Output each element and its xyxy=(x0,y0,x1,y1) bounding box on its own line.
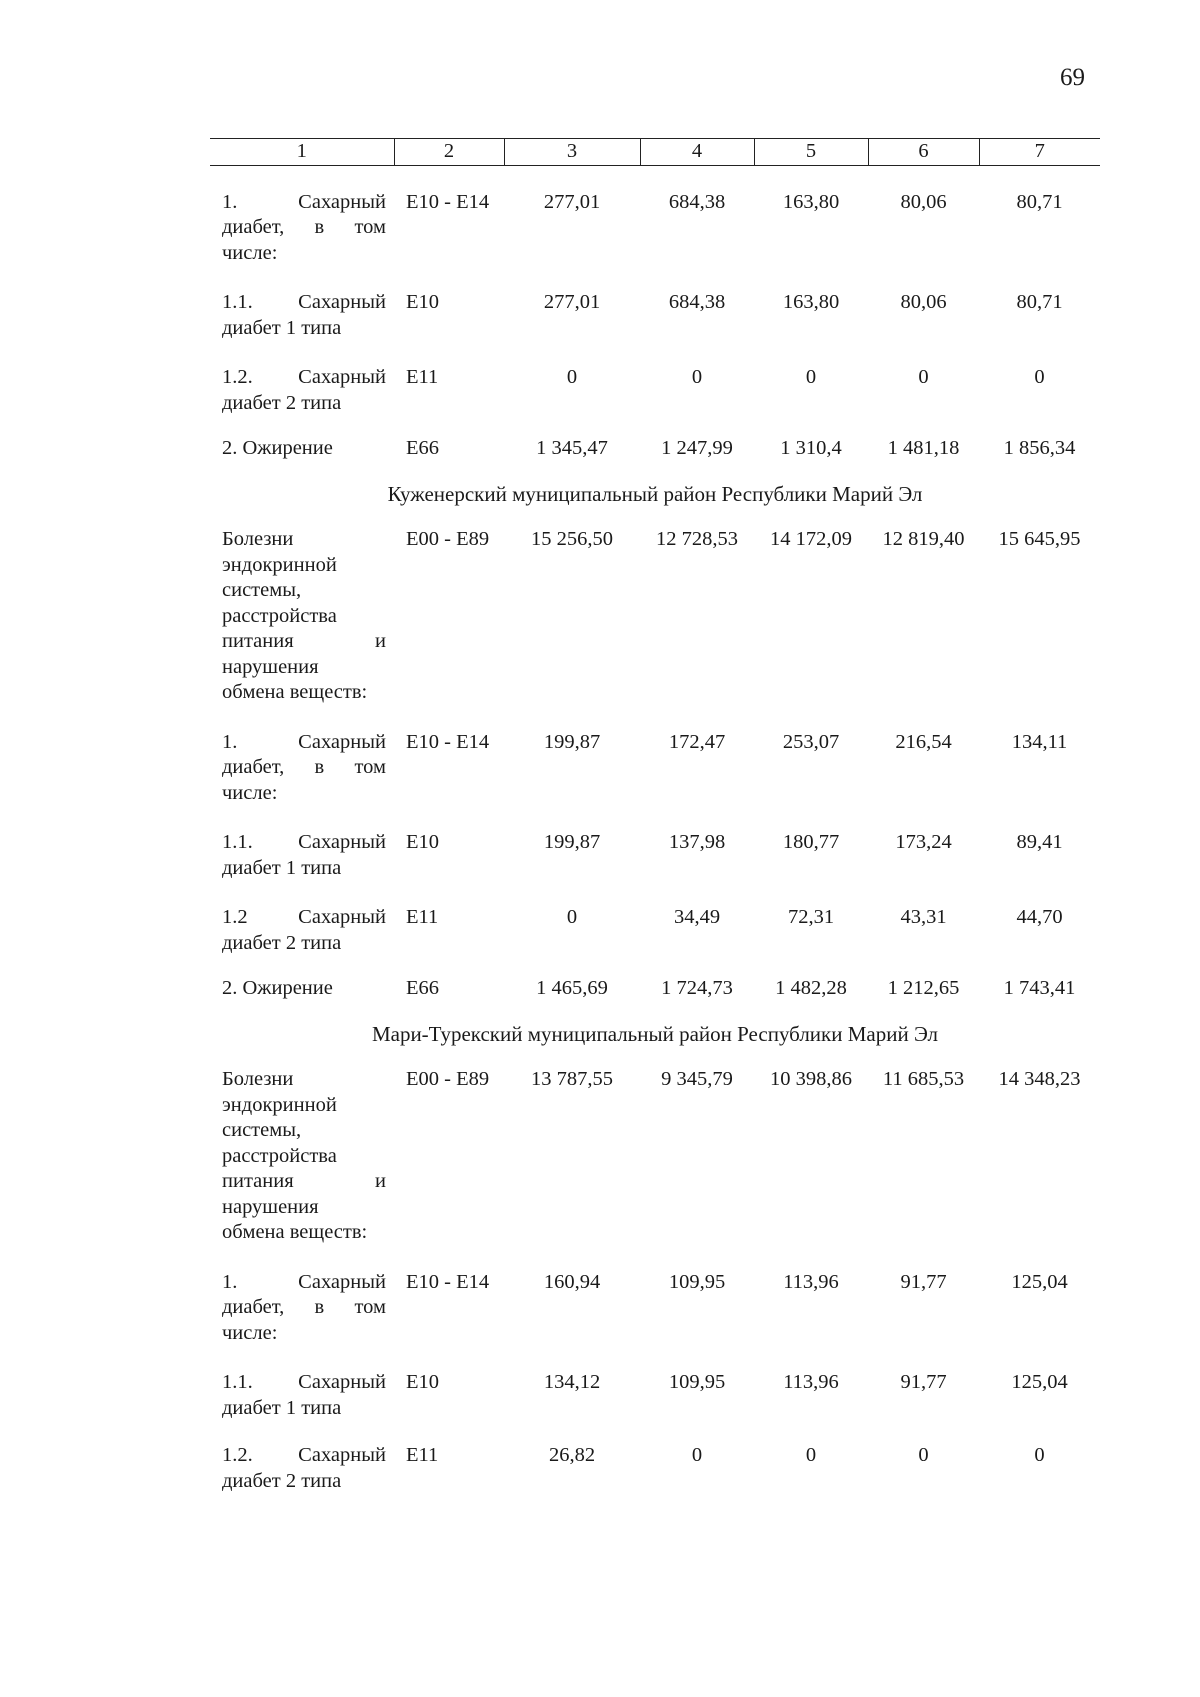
value-cell: 1 310,4 xyxy=(780,437,842,459)
indicator-name: 1. Сахарный диабет, в том числе: xyxy=(222,730,386,804)
value-cell: 0 xyxy=(691,1444,703,1466)
value-cell: 172,47 xyxy=(668,730,726,753)
value-cell: 160,94 xyxy=(543,1270,601,1293)
value-cell: 72,31 xyxy=(787,906,835,928)
value-cell: 34,49 xyxy=(673,906,721,928)
table-row xyxy=(210,706,1100,807)
value-cell: 91,77 xyxy=(900,1270,947,1293)
table-row xyxy=(210,1246,1100,1347)
value-cell: 109,95 xyxy=(668,1270,726,1293)
value-cell: 80,06 xyxy=(900,291,947,313)
value-cell: 11 685,53 xyxy=(882,1068,965,1090)
value-cell: 113,96 xyxy=(783,1371,839,1393)
region-title: Мари-Турекский муниципальный район Республики Марий Эл xyxy=(371,1021,939,1046)
value-cell: 1 465,69 xyxy=(536,977,608,999)
value-cell: 134,11 xyxy=(1011,730,1068,753)
region-header-row xyxy=(210,1002,1100,1048)
value-cell: 109,95 xyxy=(668,1371,726,1393)
table-row xyxy=(210,266,1100,341)
value-cell: 44,70 xyxy=(1016,906,1063,928)
value-cell: 163,80 xyxy=(782,291,840,313)
value-cell: 1 482,28 xyxy=(775,977,847,999)
value-cell: 125,04 xyxy=(1011,1371,1068,1393)
table-row xyxy=(210,416,1100,462)
value-cell: 15 645,95 xyxy=(998,528,1081,550)
indicator-name: 1. Сахарный диабет, в том числе: xyxy=(222,190,386,264)
value-cell: 163,80 xyxy=(782,190,840,213)
icd-code: Е66 xyxy=(406,977,440,999)
value-cell: 137,98 xyxy=(668,831,726,853)
column-number-row xyxy=(210,139,1100,166)
indicator-name: 2. Ожирение xyxy=(222,977,333,999)
icd-code: Е10 xyxy=(406,1371,440,1393)
value-cell: 0 xyxy=(1034,366,1045,388)
column-number-header: 2 xyxy=(394,139,504,166)
page-number: 69 xyxy=(1060,64,1085,91)
icd-code: Е11 xyxy=(406,366,439,388)
icd-code: Е10 - Е14 xyxy=(406,1270,490,1293)
icd-code: Е66 xyxy=(406,437,440,459)
value-cell: 0 xyxy=(918,366,929,388)
value-cell: 1 724,73 xyxy=(661,977,733,999)
value-cell: 91,77 xyxy=(900,1371,947,1393)
value-cell: 0 xyxy=(805,366,817,388)
indicator-name: 1.2. Сахарный диабет 2 типа xyxy=(222,1444,386,1492)
value-cell: 80,71 xyxy=(1016,190,1063,213)
value-cell: 13 787,55 xyxy=(531,1068,613,1090)
icd-code: Е11 xyxy=(406,1444,439,1466)
indicator-name: 1.2. Сахарный диабет 2 типа xyxy=(222,366,386,414)
icd-code: Е10 xyxy=(406,291,440,313)
value-cell: 80,71 xyxy=(1016,291,1063,313)
indicator-name: 1.1. Сахарный диабет 1 типа xyxy=(222,1371,386,1419)
region-title: Куженерский муниципальный район Республики Марий Эл xyxy=(387,481,923,506)
table-row xyxy=(210,165,1100,266)
value-cell: 1 345,47 xyxy=(536,437,608,459)
value-cell: 12 728,53 xyxy=(656,528,738,550)
value-cell: 15 256,50 xyxy=(531,528,613,550)
icd-code: Е10 - Е14 xyxy=(406,190,490,213)
value-cell: 0 xyxy=(566,906,578,928)
value-cell: 180,77 xyxy=(782,831,840,853)
indicator-name: Болезни эндокринной системы, расстройства питания и нарушения обмена веществ: xyxy=(222,528,386,703)
value-cell: 125,04 xyxy=(1011,1270,1068,1293)
table-row xyxy=(210,881,1100,956)
indicator-name: 1. Сахарный диабет, в том числе: xyxy=(222,1270,386,1344)
value-cell: 684,38 xyxy=(668,291,726,313)
value-cell: 134,12 xyxy=(543,1371,601,1393)
value-cell: 14 348,23 xyxy=(998,1068,1081,1090)
value-cell: 0 xyxy=(1034,1444,1045,1466)
value-cell: 26,82 xyxy=(548,1444,596,1466)
value-cell: 253,07 xyxy=(782,730,840,753)
column-number-header: 4 xyxy=(640,139,754,166)
value-cell: 173,24 xyxy=(895,831,952,853)
value-cell: 9 345,79 xyxy=(661,1068,733,1090)
value-cell: 216,54 xyxy=(895,730,952,753)
value-cell: 89,41 xyxy=(1016,831,1063,853)
table-row xyxy=(210,956,1100,1002)
indicator-name: 2. Ожирение xyxy=(222,437,333,459)
column-number-header: 7 xyxy=(979,139,1100,166)
value-cell: 0 xyxy=(918,1444,929,1466)
value-cell: 1 247,99 xyxy=(661,437,733,459)
icd-code: Е10 - Е14 xyxy=(406,730,490,753)
value-cell: 12 819,40 xyxy=(882,528,965,550)
column-number-header: 3 xyxy=(504,139,640,166)
value-cell: 1 743,41 xyxy=(1003,977,1076,999)
value-cell: 113,96 xyxy=(783,1270,839,1293)
table-row xyxy=(210,507,1100,706)
value-cell: 199,87 xyxy=(543,831,601,853)
table-row xyxy=(210,1346,1100,1421)
icd-code: Е11 xyxy=(406,906,439,928)
value-cell: 0 xyxy=(691,366,703,388)
value-cell: 10 398,86 xyxy=(770,1068,852,1090)
column-number-header: 1 xyxy=(210,139,394,166)
table-row xyxy=(210,341,1100,416)
value-cell: 80,06 xyxy=(900,190,947,213)
column-number-header: 5 xyxy=(754,139,868,166)
value-cell: 14 172,09 xyxy=(770,528,852,550)
value-cell: 1 481,18 xyxy=(887,437,960,459)
table-row xyxy=(210,806,1100,881)
value-cell: 684,38 xyxy=(668,190,726,213)
value-cell: 199,87 xyxy=(543,730,601,753)
value-cell: 0 xyxy=(566,366,578,388)
indicator-name: 1.1. Сахарный диабет 1 типа xyxy=(222,291,386,339)
indicator-name: 1.1. Сахарный диабет 1 типа xyxy=(222,831,386,879)
region-header-row xyxy=(210,462,1100,508)
table-row xyxy=(210,1421,1100,1494)
icd-code: Е00 - Е89 xyxy=(406,528,490,550)
value-cell: 43,31 xyxy=(900,906,947,928)
table-row xyxy=(210,1047,1100,1246)
column-number-header: 6 xyxy=(868,139,979,166)
icd-code: Е10 xyxy=(406,831,440,853)
indicator-name: 1.2 Сахарный диабет 2 типа xyxy=(222,906,386,954)
value-cell: 1 212,65 xyxy=(887,977,960,999)
morbidity-table xyxy=(210,138,1100,1494)
value-cell: 277,01 xyxy=(543,291,601,313)
value-cell: 277,01 xyxy=(543,190,601,213)
indicator-name: Болезни эндокринной системы, расстройства питания и нарушения обмена веществ: xyxy=(222,1068,386,1243)
value-cell: 0 xyxy=(805,1444,817,1466)
value-cell: 1 856,34 xyxy=(1003,437,1076,459)
icd-code: Е00 - Е89 xyxy=(406,1068,490,1090)
